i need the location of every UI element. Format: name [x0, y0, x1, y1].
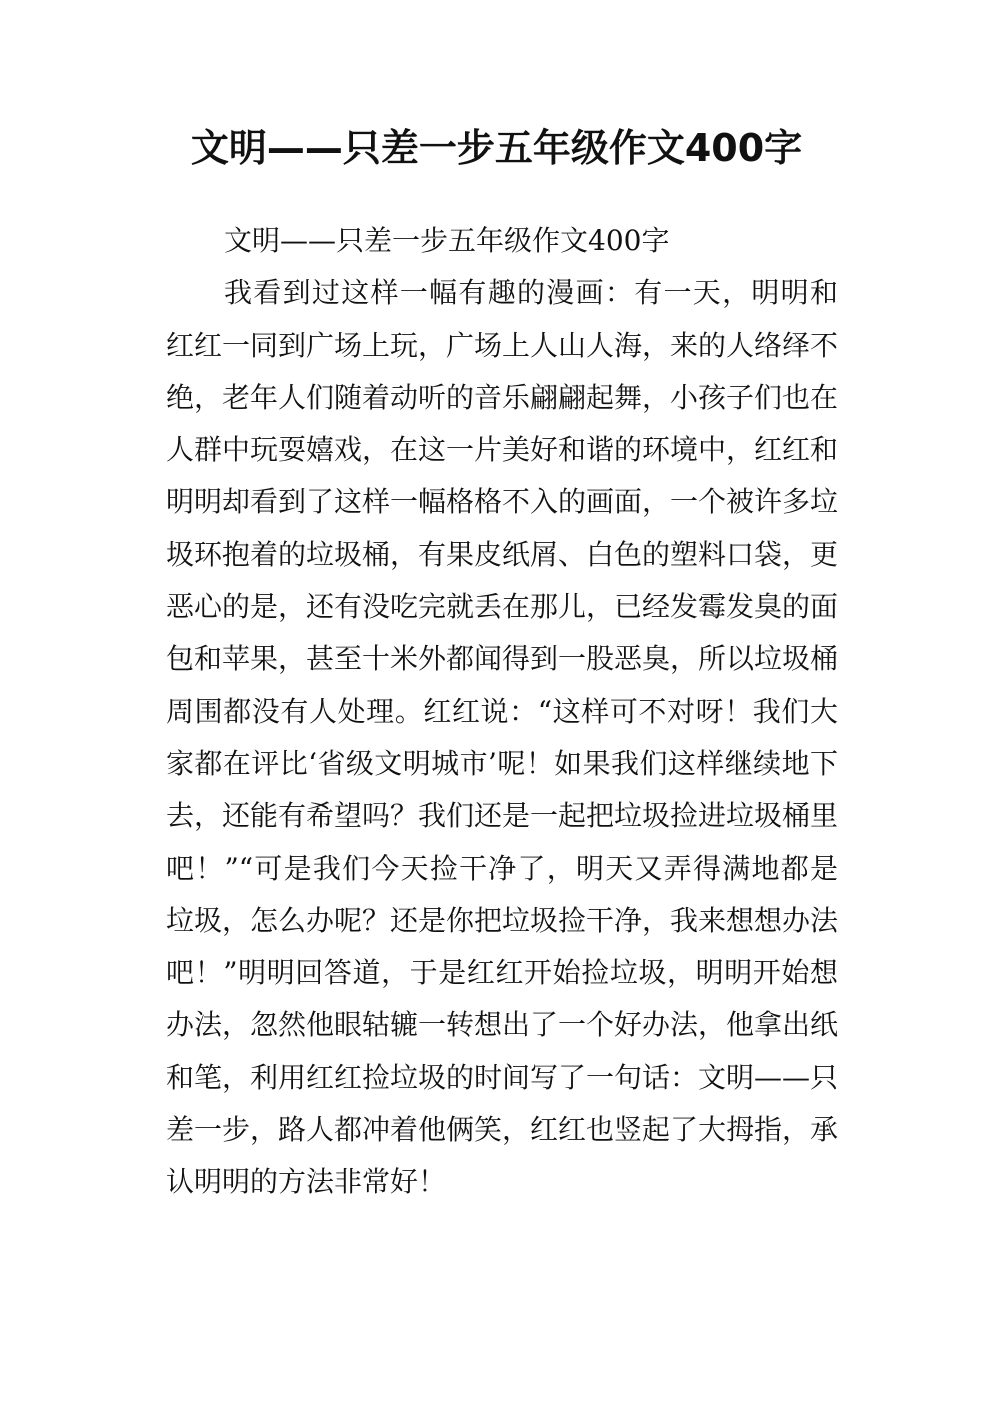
paragraph-story: 我看到过这样一幅有趣的漫画：有一天，明明和红红一同到广场上玩，广场上人山人海，来的人络绎不绝，老年人们随着动听的音乐翩翩起舞，小孩子们也在人群中玩耍嬉戏，在这一片美好和谐的环境中，红红和明明却看到了这样一幅格格不入的画面，一个被许多垃圾环抱着的垃圾桶，有果皮纸屑、白色的塑料口袋，更恶心的是，还有没吃完就丢在那儿，已经发霉发臭的面包和苹果，甚至十米外都闻得到一股恶臭，所以垃圾桶周围都没有人处理。红红说：“这样可不对呀！我们大家都在评比‘省级文明城市’呢！如果我们这样继续地下去，还能有希望吗？我们还是一起把垃圾捡进垃圾桶里吧！”“可是我们今天捡干净了，明天又弄得满地都是垃圾，怎么办呢？还是你把垃圾捡干净，我来想想办法吧！”明明回答道，于是红红开始捡垃圾，明明开始想办法，忽然他眼轱辘一转想出了一个好办法，他拿出纸和笔，利用红红捡垃圾的时间写了一句话：文明——只差一步，路人都冲着他俩笑，红红也竖起了大拇指，承认明明的方法非常好！	[166, 276, 839, 1199]
paragraph-subtitle: 文明——只差一步五年级作文400字	[224, 224, 670, 257]
document-title: 文明——只差一步五年级作文400字	[190, 126, 803, 170]
document-body	[166, 215, 838, 1209]
